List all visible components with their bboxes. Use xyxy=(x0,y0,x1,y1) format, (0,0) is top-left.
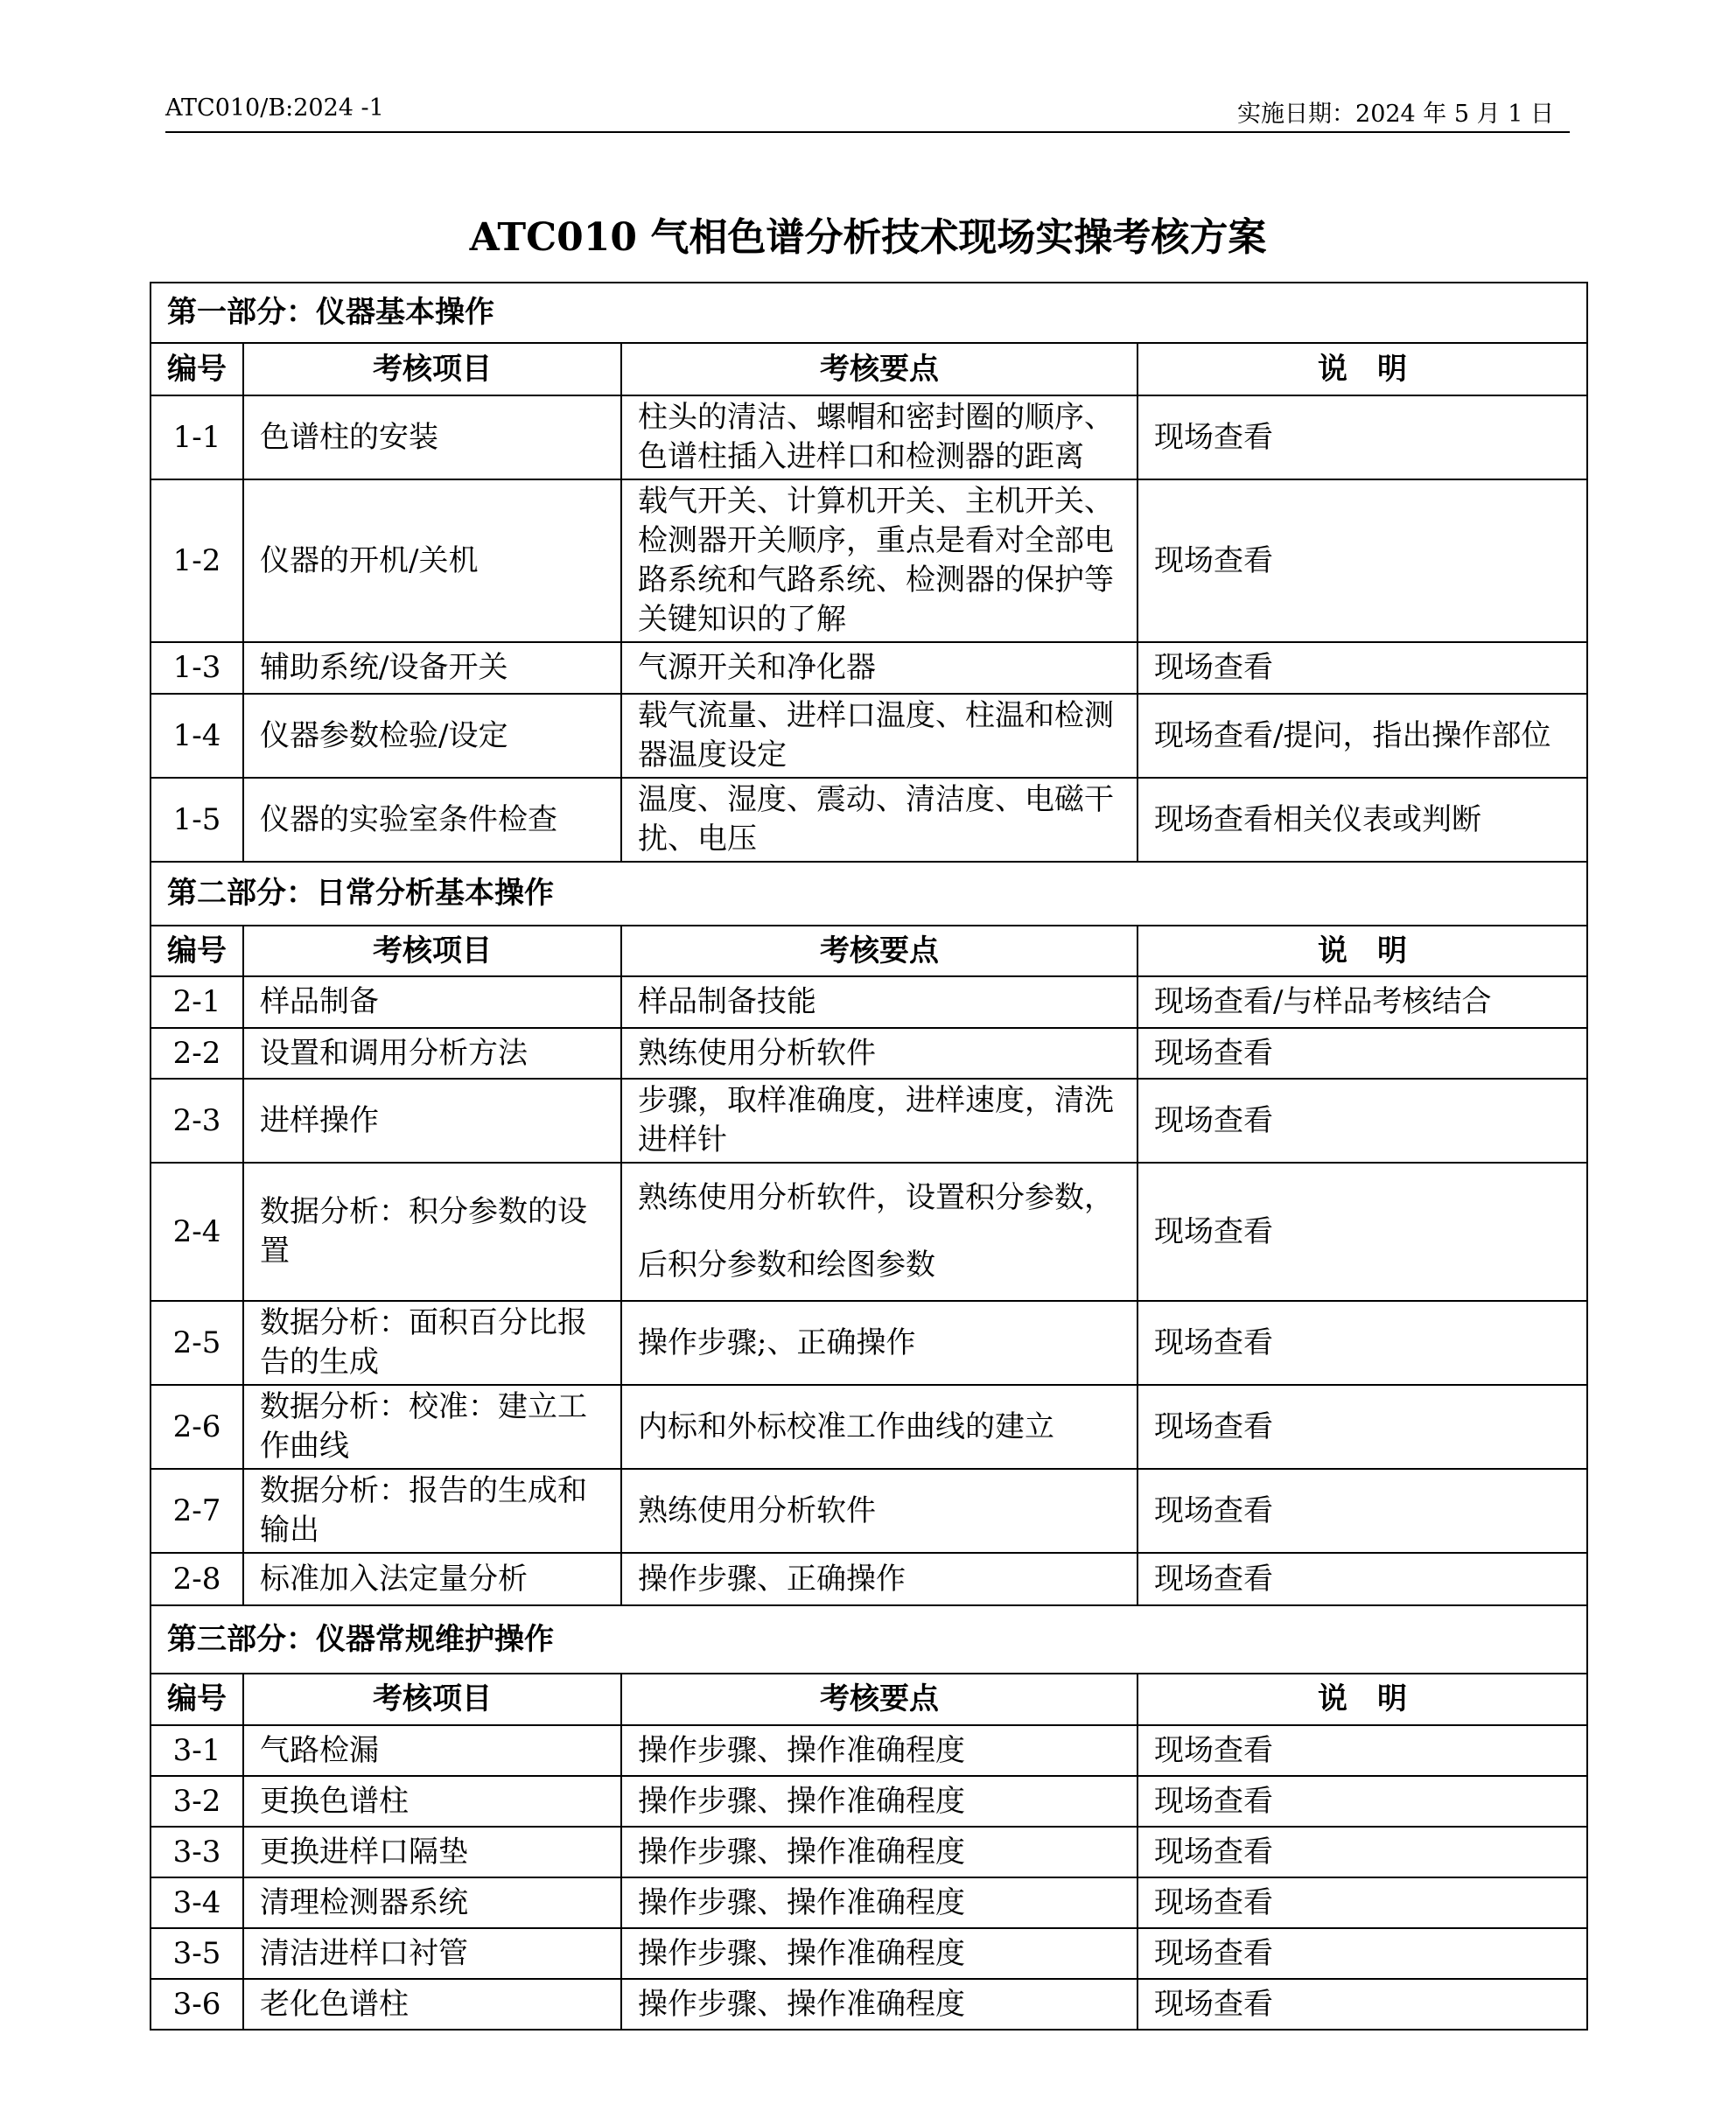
row-item: 更换色谱柱 xyxy=(243,1776,621,1827)
row-item: 色谱柱的安装 xyxy=(243,395,621,479)
row-id: 3-4 xyxy=(150,1877,243,1928)
table-row xyxy=(150,479,1587,642)
row-id: 3-2 xyxy=(150,1776,243,1827)
row-note: 现场查看 xyxy=(1138,1553,1587,1605)
row-item: 数据分析：校准：建立工作曲线 xyxy=(243,1385,621,1469)
row-note: 现场查看 xyxy=(1138,1979,1587,2030)
row-points: 操作步骤、操作准确程度 xyxy=(621,1776,1138,1827)
table-row xyxy=(150,1877,1587,1928)
row-points: 熟练使用分析软件 xyxy=(621,1469,1138,1553)
row-id: 1-3 xyxy=(150,642,243,694)
section-header-row xyxy=(150,1605,1587,1674)
row-points: 操作步骤、操作准确程度 xyxy=(621,1877,1138,1928)
table-row xyxy=(150,1469,1587,1553)
table-row xyxy=(150,1928,1587,1979)
row-item: 更换进样口隔垫 xyxy=(243,1827,621,1877)
row-points: 载气开关、计算机开关、主机开关、检测器开关顺序，重点是看对全部电路系统和气路系统、检测器的保护等关键知识的了解 xyxy=(621,479,1138,642)
column-header-points: 考核要点 xyxy=(621,1674,1138,1725)
page-title: ATC010 气相色谱分析技术现场实操考核方案 xyxy=(469,215,1267,260)
row-item: 设置和调用分析方法 xyxy=(243,1028,621,1079)
row-id: 1-4 xyxy=(150,694,243,778)
table-row xyxy=(150,1079,1587,1163)
section-title: 第二部分：日常分析基本操作 xyxy=(150,862,1587,926)
row-id: 2-3 xyxy=(150,1079,243,1163)
row-id: 3-3 xyxy=(150,1827,243,1877)
row-item: 仪器参数检验/设定 xyxy=(243,694,621,778)
table-row xyxy=(150,1776,1587,1827)
row-item: 清洁进样口衬管 xyxy=(243,1928,621,1979)
row-id: 2-5 xyxy=(150,1301,243,1385)
row-item: 进样操作 xyxy=(243,1079,621,1163)
row-points: 温度、湿度、震动、清洁度、电磁干扰、电压 xyxy=(621,778,1138,862)
row-points: 熟练使用分析软件，设置积分参数， xyxy=(638,1180,1114,1215)
row-item: 仪器的开机/关机 xyxy=(243,479,621,642)
document-code: ATC010/B:2024 -1 xyxy=(165,94,384,122)
table-row xyxy=(150,976,1587,1028)
table-row xyxy=(150,1553,1587,1605)
row-note: 现场查看 xyxy=(1138,1079,1587,1163)
table-row xyxy=(150,1301,1587,1385)
column-header-id: 编号 xyxy=(150,343,243,395)
row-points: 操作步骤、操作准确程度 xyxy=(621,1928,1138,1979)
row-points: 熟练使用分析软件 xyxy=(621,1028,1138,1079)
row-points: 载气流量、进样口温度、柱温和检测器温度设定 xyxy=(621,694,1138,778)
row-note: 现场查看 xyxy=(1138,1385,1587,1469)
row-points-cell xyxy=(621,1163,1138,1301)
row-item: 老化色谱柱 xyxy=(243,1979,621,2030)
assessment-table xyxy=(150,282,1588,2031)
column-header-item: 考核项目 xyxy=(243,1674,621,1725)
row-points: 操作步骤、操作准确程度 xyxy=(621,1725,1138,1776)
row-note: 现场查看 xyxy=(1138,1028,1587,1079)
row-id: 3-6 xyxy=(150,1979,243,2030)
column-header-row xyxy=(150,343,1587,395)
row-item: 数据分析：面积百分比报告的生成 xyxy=(243,1301,621,1385)
column-header-id: 编号 xyxy=(150,1674,243,1725)
column-header-note: 说 明 xyxy=(1138,1674,1587,1725)
effective-date: 实施日期：2024 年 5 月 1 日 xyxy=(1237,101,1554,128)
row-item: 仪器的实验室条件检查 xyxy=(243,778,621,862)
column-header-note: 说 明 xyxy=(1138,343,1587,395)
column-header-row xyxy=(150,1674,1587,1725)
row-item: 辅助系统/设备开关 xyxy=(243,642,621,694)
column-header-row xyxy=(150,926,1587,976)
section-title: 第三部分：仪器常规维护操作 xyxy=(150,1605,1587,1674)
row-note: 现场查看/与样品考核结合 xyxy=(1138,976,1587,1028)
table-row xyxy=(150,778,1587,862)
row-id: 2-1 xyxy=(150,976,243,1028)
column-header-points: 考核要点 xyxy=(621,926,1138,976)
row-points: 步骤，取样准确度，进样速度，清洗进样针 xyxy=(621,1079,1138,1163)
row-note: 现场查看 xyxy=(1138,1725,1587,1776)
row-id: 3-5 xyxy=(150,1928,243,1979)
row-points: 气源开关和净化器 xyxy=(621,642,1138,694)
row-item: 标准加入法定量分析 xyxy=(243,1553,621,1605)
row-item: 数据分析：积分参数的设置 xyxy=(243,1163,621,1301)
row-item: 数据分析：报告的生成和输出 xyxy=(243,1469,621,1553)
row-note: 现场查看相关仪表或判断 xyxy=(1138,778,1587,862)
row-note: 现场查看/提问，指出操作部位 xyxy=(1138,694,1587,778)
row-id: 2-8 xyxy=(150,1553,243,1605)
row-id: 1-1 xyxy=(150,395,243,479)
row-note: 现场查看 xyxy=(1138,1928,1587,1979)
table-row xyxy=(150,642,1587,694)
row-item: 清理检测器系统 xyxy=(243,1877,621,1928)
row-note: 现场查看 xyxy=(1138,395,1587,479)
table-row xyxy=(150,1163,1587,1301)
column-header-note: 说 明 xyxy=(1138,926,1587,976)
row-id: 2-6 xyxy=(150,1385,243,1469)
row-note: 现场查看 xyxy=(1138,1827,1587,1877)
row-points: 操作步骤、操作准确程度 xyxy=(621,1979,1138,2030)
row-points: 柱头的清洁、螺帽和密封圈的顺序、色谱柱插入进样口和检测器的距离 xyxy=(621,395,1138,479)
table-row xyxy=(150,395,1587,479)
section-header-row xyxy=(150,283,1587,343)
row-id: 1-5 xyxy=(150,778,243,862)
column-header-id: 编号 xyxy=(150,926,243,976)
table-row xyxy=(150,1028,1587,1079)
row-item: 气路检漏 xyxy=(243,1725,621,1776)
row-id: 2-4 xyxy=(150,1163,243,1301)
section-header-row xyxy=(150,862,1587,926)
row-points: 内标和外标校准工作曲线的建立 xyxy=(621,1385,1138,1469)
column-header-points: 考核要点 xyxy=(621,343,1138,395)
table-row xyxy=(150,1979,1587,2030)
header-divider xyxy=(165,131,1570,133)
row-points-line2: 后积分参数和绘图参数 xyxy=(638,1248,935,1283)
row-item: 样品制备 xyxy=(243,976,621,1028)
table-row xyxy=(150,1385,1587,1469)
row-note: 现场查看 xyxy=(1138,1776,1587,1827)
row-points: 操作步骤、操作准确程度 xyxy=(621,1827,1138,1877)
row-id: 3-1 xyxy=(150,1725,243,1776)
column-header-item: 考核项目 xyxy=(243,926,621,976)
row-note: 现场查看 xyxy=(1138,479,1587,642)
row-points: 操作步骤;、正确操作 xyxy=(621,1301,1138,1385)
row-points: 操作步骤、正确操作 xyxy=(621,1553,1138,1605)
row-id: 1-2 xyxy=(150,479,243,642)
column-header-item: 考核项目 xyxy=(243,343,621,395)
row-id: 2-2 xyxy=(150,1028,243,1079)
table-row xyxy=(150,1725,1587,1776)
row-note: 现场查看 xyxy=(1138,1469,1587,1553)
table-row xyxy=(150,1827,1587,1877)
row-note: 现场查看 xyxy=(1138,642,1587,694)
row-id: 2-7 xyxy=(150,1469,243,1553)
row-note: 现场查看 xyxy=(1138,1163,1587,1301)
row-points: 样品制备技能 xyxy=(621,976,1138,1028)
table-row xyxy=(150,694,1587,778)
row-note: 现场查看 xyxy=(1138,1301,1587,1385)
row-note: 现场查看 xyxy=(1138,1877,1587,1928)
section-title: 第一部分：仪器基本操作 xyxy=(150,283,1587,343)
